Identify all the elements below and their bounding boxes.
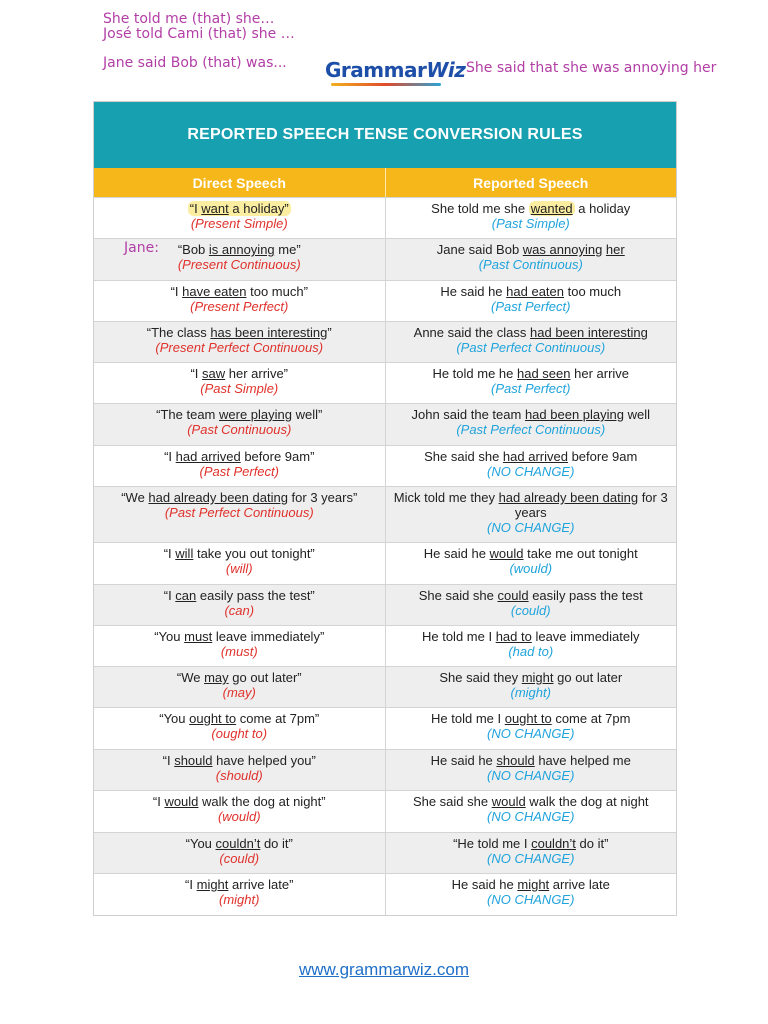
header-reported-speech: Reported Speech <box>473 174 589 191</box>
underlined-verb: would <box>491 794 526 809</box>
direct-speech-cell <box>94 874 386 915</box>
sentence-part: come at 7pm <box>551 711 631 726</box>
direct-speech-cell <box>94 446 386 486</box>
table-row <box>94 832 676 873</box>
sentence-part: He said he <box>423 546 490 561</box>
sentence-part: a holiday” <box>228 201 289 216</box>
table-row <box>94 445 676 486</box>
direct-tense-label: (Past Perfect Continuous) <box>164 505 314 520</box>
reported-tense-label: (NO CHANGE) <box>487 520 575 535</box>
direct-sentence <box>98 201 381 216</box>
direct-speech-cell <box>94 363 386 403</box>
sentence-part: go out later <box>553 670 623 685</box>
handwritten-jane-label: Jane: <box>124 240 159 256</box>
reported-speech-cell <box>386 708 677 749</box>
reported-tense-label: (might) <box>510 685 551 700</box>
reported-tense-label: (Past Perfect Continuous) <box>456 422 606 437</box>
sentence-part: “I <box>170 284 183 299</box>
sentence-part: He said he <box>451 877 518 892</box>
sentence-part: “I <box>163 588 176 603</box>
reported-speech-cell <box>386 446 677 486</box>
sentence-part: He told me I <box>431 711 505 726</box>
reported-sentence <box>390 407 673 422</box>
sentence-part: walk the dog at night” <box>198 794 326 809</box>
direct-tense-label: (Present Perfect) <box>190 299 289 314</box>
underlined-verb: might <box>196 877 229 892</box>
table-title: REPORTED SPEECH TENSE CONVERSION RULES <box>94 102 676 168</box>
sentence-part: He said he <box>440 284 507 299</box>
underlined-verb: wanted <box>530 201 573 216</box>
underlined-verb: may <box>204 670 229 685</box>
sentence-part: for 3 years” <box>287 490 358 505</box>
reported-speech-cell <box>386 874 677 915</box>
table-row <box>94 584 676 625</box>
sentence-part: her arrive <box>570 366 630 381</box>
reported-speech-cell <box>386 363 677 403</box>
direct-speech-cell <box>94 281 386 321</box>
sentence-part: She told me she <box>431 201 529 216</box>
reported-tense-label: (NO CHANGE) <box>487 768 575 783</box>
table-row <box>94 403 676 445</box>
logo-text-grammar: Grammar <box>325 58 427 82</box>
direct-tense-label: (ought to) <box>211 726 268 741</box>
reported-sentence <box>390 877 673 892</box>
sentence-part: come at 7pm” <box>236 711 320 726</box>
sentence-part: John said the team <box>411 407 525 422</box>
direct-tense-label: (could) <box>219 851 260 866</box>
reported-sentence <box>390 242 673 257</box>
sentence-part: do it” <box>260 836 293 851</box>
sentence-part: “We <box>176 670 205 685</box>
underlined-verb: should <box>496 753 535 768</box>
sentence-part: “You <box>154 629 185 644</box>
sentence-part: easily pass the test” <box>196 588 315 603</box>
direct-sentence <box>98 490 381 505</box>
reported-speech-cell <box>386 791 677 832</box>
direct-speech-cell <box>94 667 386 707</box>
direct-speech-cell <box>94 585 386 625</box>
sentence-part: He told me he <box>432 366 517 381</box>
sentence-part: leave immediately” <box>212 629 325 644</box>
sentence-part: “The class <box>146 325 211 340</box>
handwritten-note-3: Jane said Bob (that) was... <box>103 55 287 71</box>
underlined-verb: will <box>175 546 194 561</box>
direct-sentence <box>98 546 381 561</box>
reported-sentence <box>390 201 673 216</box>
reported-tense-label: (Past Perfect) <box>491 299 571 314</box>
reported-sentence <box>390 546 673 561</box>
table-body <box>94 197 676 915</box>
reported-speech-cell <box>386 322 677 362</box>
direct-speech-cell <box>94 750 386 790</box>
direct-speech-cell <box>94 322 386 362</box>
sentence-part: too much” <box>246 284 308 299</box>
reported-tense-label: (Past Perfect) <box>491 381 571 396</box>
reported-tense-label: (NO CHANGE) <box>487 809 575 824</box>
sentence-part: “You <box>185 836 216 851</box>
direct-speech-cell <box>94 239 386 280</box>
underlined-verb: were playing <box>219 407 292 422</box>
direct-sentence <box>98 753 381 768</box>
grammarwiz-logo <box>325 56 466 92</box>
sentence-part: She said they <box>439 670 522 685</box>
reported-speech-cell <box>386 239 677 280</box>
reported-sentence <box>390 284 673 299</box>
underlined-verb: was annoying <box>522 242 603 257</box>
sentence-part: well <box>623 407 650 422</box>
table-row <box>94 873 676 915</box>
sentence-part: “We <box>121 490 149 505</box>
reported-speech-cell <box>386 667 677 707</box>
reported-sentence <box>390 588 673 603</box>
underlined-verb: is annoying <box>208 242 275 257</box>
reported-sentence <box>390 670 673 685</box>
direct-sentence <box>98 366 381 381</box>
underlined-verb: might <box>521 670 554 685</box>
sentence-part: before 9am <box>567 449 638 464</box>
table-row <box>94 625 676 666</box>
underlined-verb: might <box>517 877 550 892</box>
underlined-verb: her <box>605 242 625 257</box>
underlined-verb: ought to <box>189 711 237 726</box>
reported-tense-label: (Past Simple) <box>491 216 570 231</box>
reported-tense-label: (NO CHANGE) <box>487 726 575 741</box>
direct-sentence <box>98 836 381 851</box>
sentence-part: “I <box>185 877 197 892</box>
sentence-part: ” <box>327 325 332 340</box>
underlined-verb: have eaten <box>182 284 247 299</box>
reported-sentence <box>390 449 673 464</box>
underlined-verb: couldn’t <box>531 836 576 851</box>
direct-sentence <box>98 284 381 299</box>
underlined-verb: had arrived <box>502 449 568 464</box>
sentence-part: well” <box>292 407 323 422</box>
underlined-verb: could <box>497 588 529 603</box>
reported-tense-label: (NO CHANGE) <box>487 464 575 479</box>
reported-speech-cell <box>386 626 677 666</box>
direct-speech-cell <box>94 404 386 445</box>
underlined-verb: would <box>164 794 199 809</box>
sentence-part: me” <box>274 242 301 257</box>
sentence-part: Jane said Bob <box>436 242 523 257</box>
direct-tense-label: (must) <box>220 644 258 659</box>
direct-sentence <box>98 325 381 340</box>
sentence-part: “The team <box>156 407 219 422</box>
sentence-part: “I <box>163 546 176 561</box>
reported-sentence <box>390 794 673 809</box>
sentence-part: walk the dog at night <box>525 794 649 809</box>
highlight-mark <box>188 201 291 216</box>
sentence-part: take me out tonight <box>523 546 638 561</box>
underlined-verb: want <box>201 201 229 216</box>
reported-sentence <box>390 836 673 851</box>
table-row <box>94 707 676 749</box>
reported-speech-cell <box>386 543 677 584</box>
direct-speech-cell <box>94 543 386 584</box>
sentence-part: before 9am” <box>240 449 315 464</box>
sentence-part: for 3 years <box>514 490 668 520</box>
direct-speech-cell <box>94 708 386 749</box>
website-link[interactable] <box>0 960 768 980</box>
handwritten-note-4: She said that she was annoying her <box>466 60 717 76</box>
sentence-part: her arrive” <box>225 366 289 381</box>
sentence-part: do it” <box>575 836 609 851</box>
sentence-part: Mick told me they <box>393 490 499 505</box>
reported-sentence <box>390 325 673 340</box>
table-row <box>94 542 676 584</box>
logo-text-wiz: Wiz <box>426 58 466 82</box>
table-row <box>94 749 676 790</box>
direct-tense-label: (should) <box>215 768 263 783</box>
reported-sentence <box>390 711 673 726</box>
reported-speech-cell <box>386 198 677 238</box>
reported-speech-cell <box>386 833 677 873</box>
table-row <box>94 280 676 321</box>
underlined-verb: had been playing <box>524 407 624 422</box>
logo-stripe <box>331 83 441 86</box>
sentence-part: “I <box>152 794 165 809</box>
sentence-part: “Bob <box>177 242 209 257</box>
table-row <box>94 321 676 362</box>
underlined-verb: should <box>174 753 213 768</box>
sentence-part: She said she <box>418 588 498 603</box>
sentence-part: arrive late <box>549 877 610 892</box>
sentence-part: easily pass the test <box>528 588 643 603</box>
reported-speech-cell <box>386 750 677 790</box>
reported-tense-label: (could) <box>510 603 551 618</box>
direct-tense-label: (would) <box>217 809 261 824</box>
handwritten-note-2: José told Cami (that) she … <box>103 26 295 42</box>
direct-speech-cell <box>94 198 386 238</box>
direct-tense-label: (might) <box>219 892 260 907</box>
sentence-part: have helped you” <box>212 753 316 768</box>
direct-sentence <box>98 670 381 685</box>
sentence-part: He said he <box>430 753 497 768</box>
sentence-part: “I <box>190 366 203 381</box>
table-header <box>94 168 676 197</box>
underlined-verb: had already been dating <box>148 490 288 505</box>
direct-tense-label: (Present Perfect Continuous) <box>155 340 324 355</box>
sentence-part: “I <box>164 449 176 464</box>
sentence-part: leave immediately <box>531 629 640 644</box>
direct-tense-label: (Present Simple) <box>190 216 288 231</box>
underlined-verb: would <box>489 546 524 561</box>
direct-sentence <box>98 629 381 644</box>
underlined-verb: saw <box>202 366 226 381</box>
direct-sentence <box>98 711 381 726</box>
table-row <box>94 362 676 403</box>
reported-sentence <box>390 490 673 520</box>
direct-tense-label: (Past Simple) <box>200 381 279 396</box>
reported-tense-label: (Past Perfect Continuous) <box>456 340 606 355</box>
reported-tense-label: (had to) <box>508 644 554 659</box>
direct-tense-label: (Past Perfect) <box>199 464 279 479</box>
sentence-part: He told me I <box>421 629 496 644</box>
handwritten-note-1: She told me (that) she… <box>103 11 275 27</box>
underlined-verb: had arrived <box>175 449 241 464</box>
website-url[interactable]: www.grammarwiz.com <box>298 960 470 979</box>
table-row <box>94 238 676 280</box>
table-row <box>94 790 676 832</box>
underlined-verb: has been interesting <box>210 325 328 340</box>
underlined-verb: must <box>184 629 213 644</box>
underlined-verb: had eaten <box>506 284 564 299</box>
reported-speech-cell <box>386 281 677 321</box>
sentence-part: She said she <box>412 794 492 809</box>
direct-tense-label: (Past Continuous) <box>187 422 292 437</box>
direct-sentence <box>98 449 381 464</box>
reported-tense-label: (NO CHANGE) <box>487 892 575 907</box>
direct-speech-cell <box>94 626 386 666</box>
reported-tense-label: (NO CHANGE) <box>487 851 575 866</box>
sentence-part: take you out tonight” <box>193 546 315 561</box>
header-direct-speech: Direct Speech <box>94 168 386 197</box>
sentence-part: a holiday <box>574 201 631 216</box>
sentence-part: “I <box>162 753 175 768</box>
reported-speech-cell <box>386 487 677 542</box>
direct-speech-cell <box>94 833 386 873</box>
underlined-verb: had already been dating <box>498 490 639 505</box>
direct-tense-label: (Present Continuous) <box>177 257 301 272</box>
direct-sentence <box>98 877 381 892</box>
direct-tense-label: (may) <box>222 685 256 700</box>
reported-tense-label: (would) <box>509 561 553 576</box>
table-row <box>94 666 676 707</box>
underlined-verb: ought to <box>504 711 552 726</box>
direct-sentence <box>98 588 381 603</box>
reported-sentence <box>390 629 673 644</box>
reported-speech-cell <box>386 585 677 625</box>
reported-sentence <box>390 366 673 381</box>
underlined-verb: had seen <box>517 366 571 381</box>
reported-tense-label: (Past Continuous) <box>478 257 583 272</box>
direct-tense-label: (will) <box>225 561 253 576</box>
underlined-verb: can <box>175 588 197 603</box>
sentence-part: “He told me I <box>453 836 532 851</box>
direct-tense-label: (can) <box>224 603 255 618</box>
sentence-part: “I <box>189 201 202 216</box>
direct-speech-cell <box>94 791 386 832</box>
conversion-table <box>93 101 677 916</box>
sentence-part: arrive late” <box>228 877 294 892</box>
sentence-part: Anne said the class <box>413 325 531 340</box>
direct-sentence <box>98 407 381 422</box>
table-row <box>94 486 676 542</box>
reported-speech-cell <box>386 404 677 445</box>
underlined-verb: had to <box>495 629 532 644</box>
sentence-part: “You <box>159 711 190 726</box>
table-row <box>94 197 676 238</box>
sentence-part: too much <box>564 284 622 299</box>
underlined-verb: had been interesting <box>530 325 648 340</box>
sentence-part: She said she <box>424 449 503 464</box>
direct-sentence <box>98 794 381 809</box>
direct-speech-cell <box>94 487 386 542</box>
sentence-part: have helped me <box>534 753 631 768</box>
sentence-part: go out later” <box>228 670 302 685</box>
underlined-verb: couldn’t <box>215 836 261 851</box>
reported-sentence <box>390 753 673 768</box>
